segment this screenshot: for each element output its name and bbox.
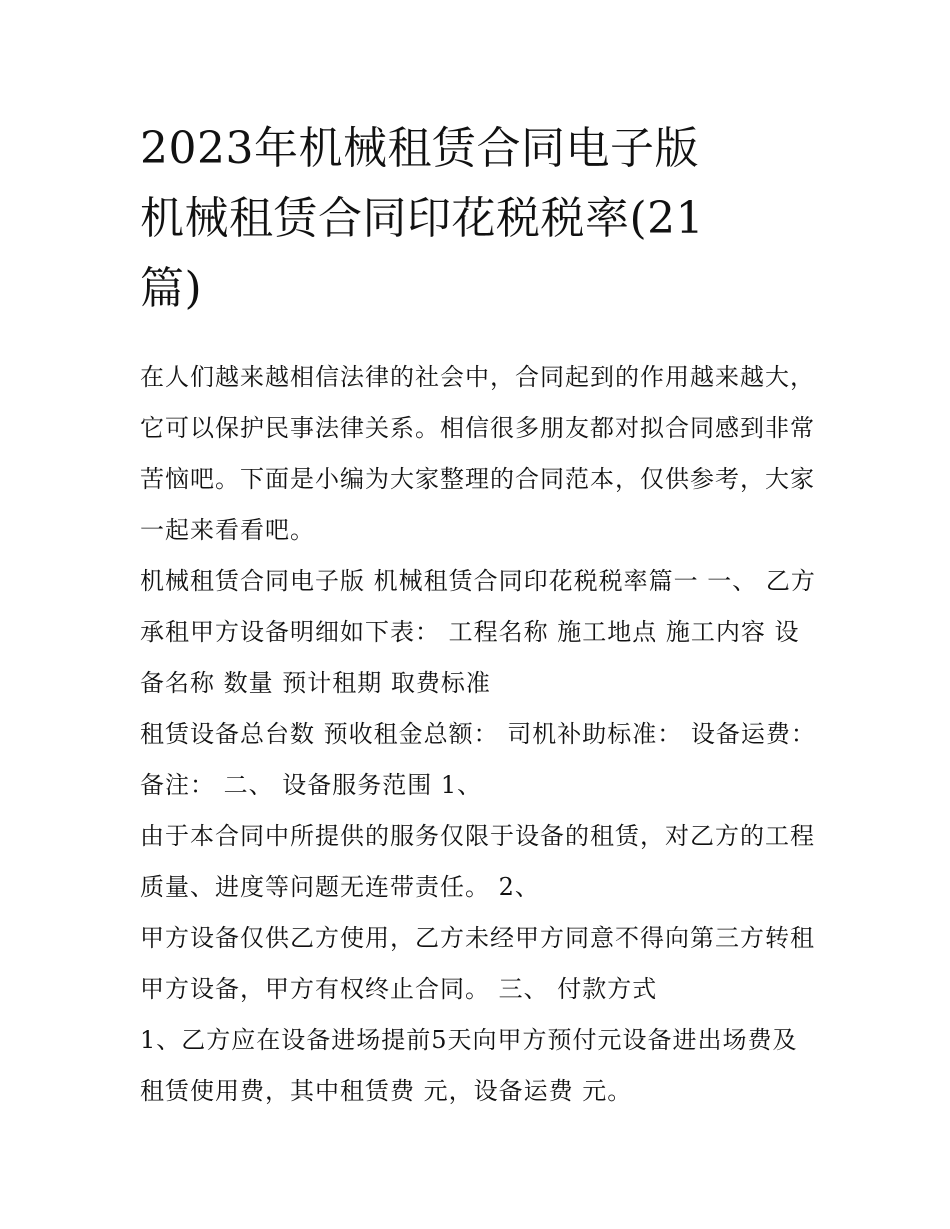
- title-line-2: 机械租赁合同印花税税率(21: [140, 193, 705, 244]
- body-line: 苦恼吧。下面是小编为大家整理的合同范本，仅供参考，大家: [140, 465, 815, 493]
- body-line: 备名称 数量 预计租期 取费标准: [140, 669, 491, 697]
- body-line: 备注： 二、 设备服务范围 1、: [140, 771, 483, 799]
- document-title: [140, 114, 820, 324]
- body-line: 承租甲方设备明细如下表： 工程名称 施工地点 施工内容 设: [140, 618, 800, 646]
- body-line: 它可以保护民事法律关系。相信很多朋友都对拟合同感到非常: [140, 414, 815, 442]
- title-line-3: 篇): [140, 263, 203, 314]
- document-body: [140, 352, 820, 1117]
- body-line: 一起来看看吧。: [140, 516, 315, 544]
- body-line: 由于本合同中所提供的服务仅限于设备的租赁，对乙方的工程: [140, 822, 815, 850]
- body-line: 租赁设备总台数 预收租金总额： 司机补助标准： 设备运费：: [140, 720, 816, 748]
- body-line: 甲方设备，甲方有权终止合同。 三、 付款方式: [140, 975, 658, 1003]
- body-line: 甲方设备仅供乙方使用，乙方未经甲方同意不得向第三方转租: [140, 924, 815, 952]
- title-line-1: 2023年机械租赁合同电子版: [140, 123, 699, 174]
- body-line: 质量、进度等问题无连带责任。 2、: [140, 873, 540, 901]
- body-line: 租赁使用费，其中租赁费 元，设备运费 元。: [140, 1077, 633, 1105]
- body-line: 在人们越来越相信法律的社会中，合同起到的作用越来越大，: [140, 363, 815, 391]
- body-line: 机械租赁合同电子版 机械租赁合同印花税税率篇一 一、 乙方: [140, 567, 816, 595]
- body-line: 1、乙方应在设备进场提前5天向甲方预付元设备进出场费及: [140, 1026, 798, 1054]
